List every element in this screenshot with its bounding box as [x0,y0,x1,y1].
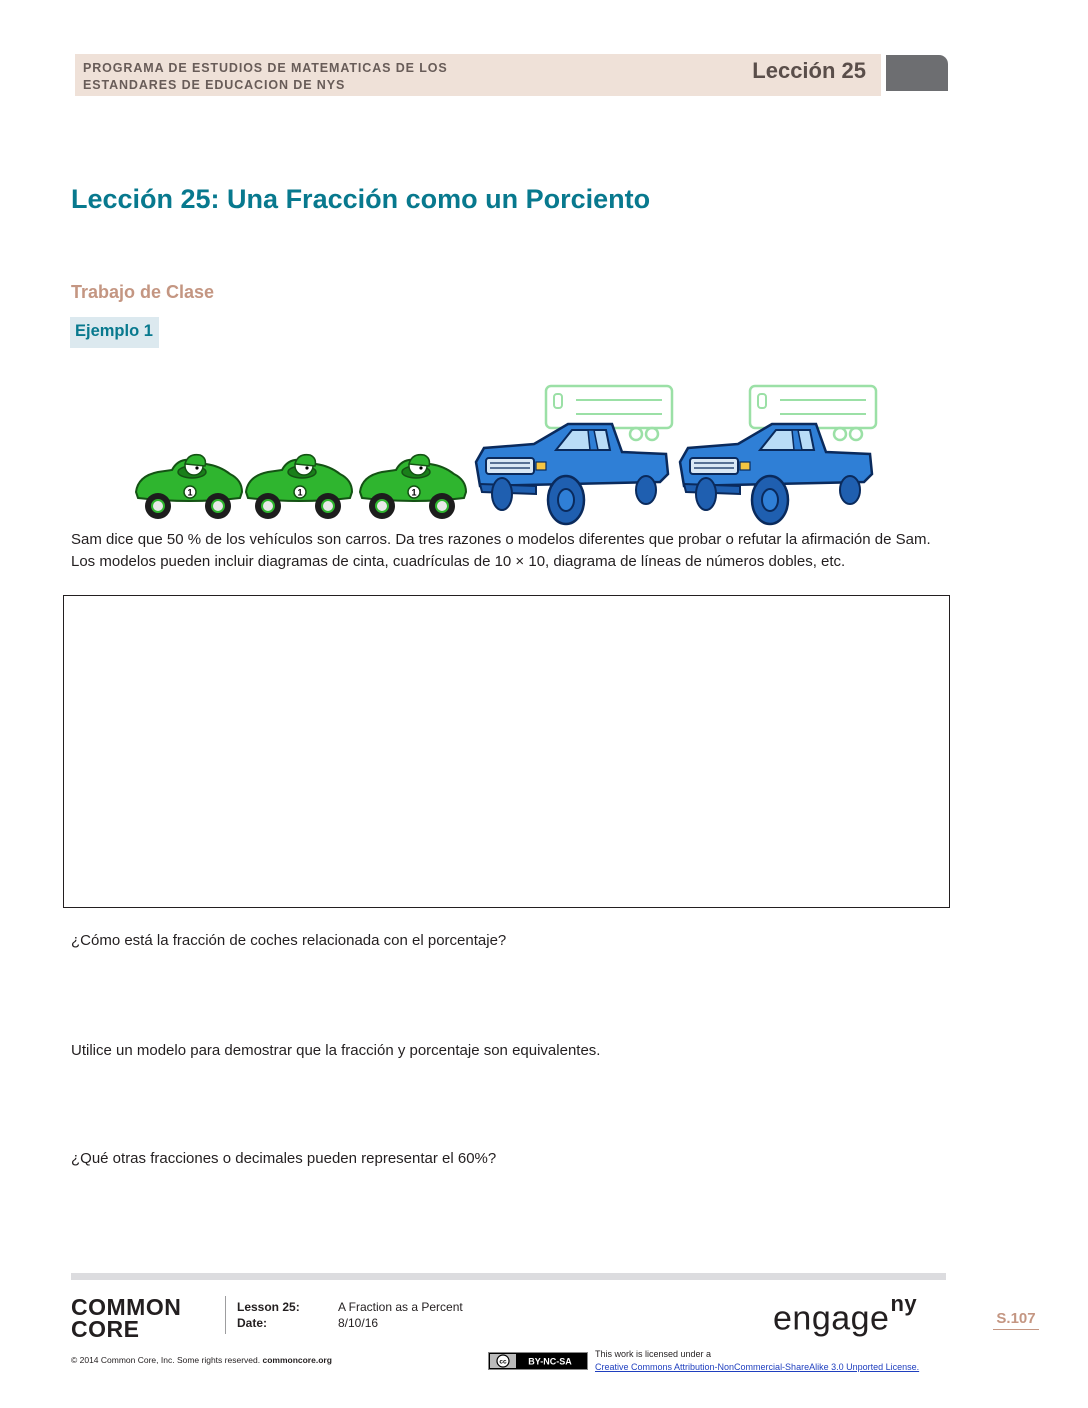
footer-lesson-label: Lesson 25: [237,1300,300,1314]
footer-lesson-value: A Fraction as a Percent [338,1300,463,1314]
program-title-line2: ESTANDARES DE EDUCACION DE NYS [83,78,346,92]
race-car-2 [246,455,352,519]
copyright-notice [71,1355,332,1365]
common-core-logo [71,1296,201,1340]
section-heading: Trabajo de Clase [71,282,215,302]
program-title [83,60,563,94]
svg-text:cc: cc [499,1358,507,1366]
cc-badge-text: BY-NC-SA [528,1356,572,1367]
example-label: Ejemplo 1 [75,322,153,340]
pickup-truck-1 [476,386,672,524]
header-tab [886,55,948,91]
race-car-3 [360,455,466,519]
lesson-title: Lección 25: Una Fracción como un Porciento [71,184,651,214]
answer-box[interactable] [63,595,950,908]
question-1: ¿Cómo está la fracción de coches relacionada con el porcentaje? [71,932,507,949]
license-link[interactable]: Creative Commons Attribution-NonCommercial-ShareAlike 3.0 Unported License. [595,1362,920,1372]
vehicles-illustration [130,380,890,530]
logo-line1: COMMON [71,1294,182,1320]
footer-date-value: 8/10/16 [338,1316,379,1330]
pickup-truck-2 [680,386,876,524]
example-prompt: Sam dice que 50 % de los vehículos son carros. Da tres razones o modelos diferentes que probar o refutar la afirmación de Sam. Los modelos pueden incluir diagramas de cinta, cuadrículas de 10 × 10, diagrama de líneas de números dobles, etc. [71,531,931,570]
footer-rule [71,1273,946,1280]
copyright-site: commoncore.org [262,1355,332,1365]
question-2: Utilice un modelo para demostrar que la fracción y porcentaje son equivalentes. [71,1042,601,1059]
copyright-text: © 2014 Common Core, Inc. Some rights reserved. [71,1355,261,1365]
logo-line2: CORE [71,1316,140,1342]
license-intro: This work is licensed under a [595,1349,712,1359]
footer-date-label: Date: [237,1316,268,1330]
page-number: S.107 [993,1310,1039,1330]
cc-license-badge [488,1352,588,1370]
engageny-logo [773,1291,918,1338]
footer-divider [225,1296,226,1334]
program-title-line1: PROGRAMA DE ESTUDIOS DE MATEMATICAS DE LOS [83,61,448,75]
question-3: ¿Qué otras fracciones o decimales pueden representar el 60%? [71,1150,497,1167]
race-car-1 [136,455,242,519]
engage-sup: ny [890,1291,918,1316]
lesson-tag: Lección 25 [752,58,866,83]
engage-text: engage [773,1299,890,1338]
